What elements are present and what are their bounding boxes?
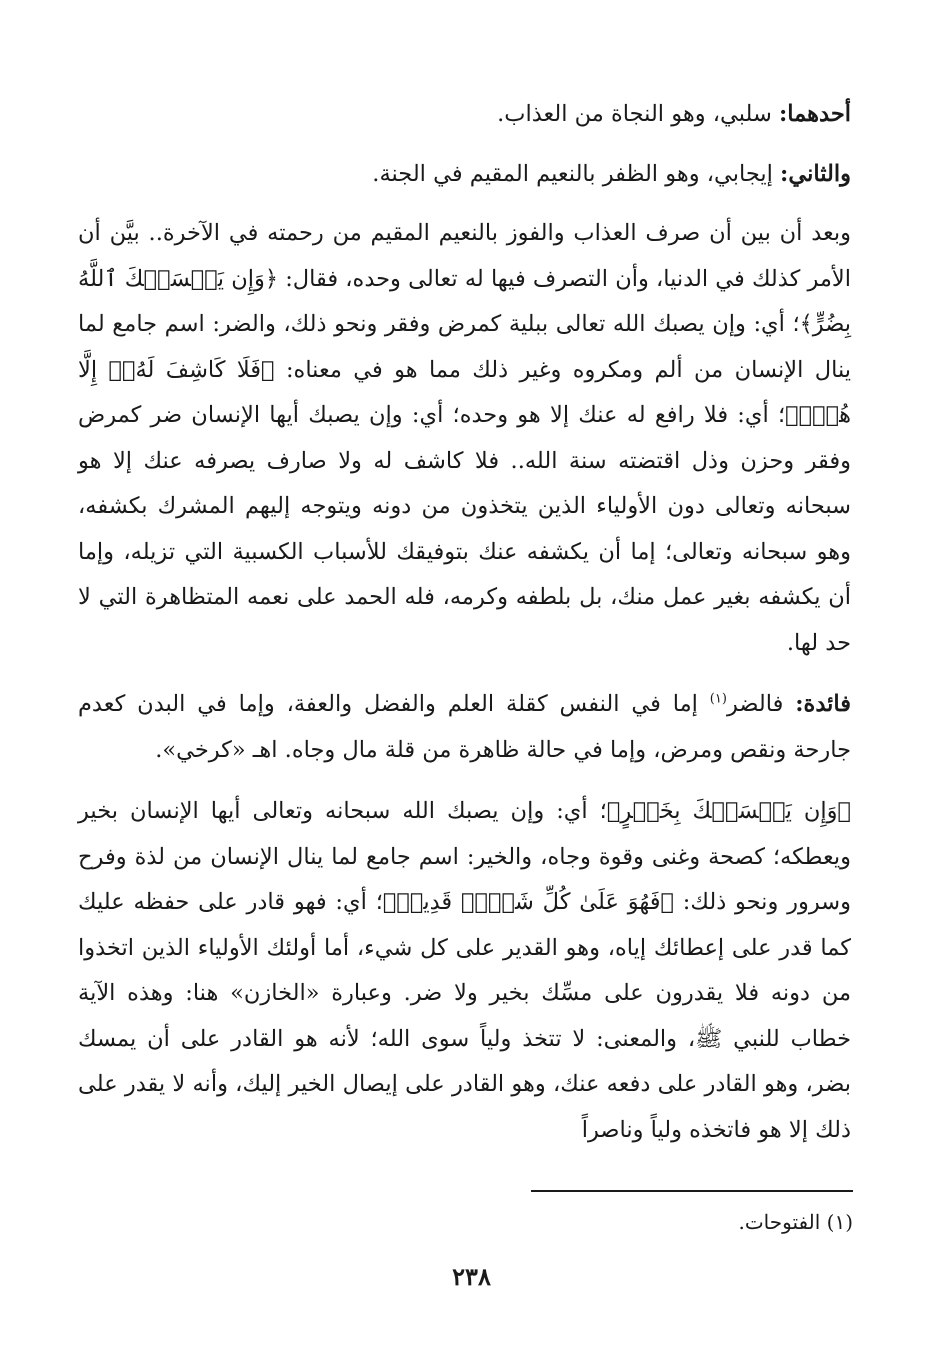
footnote-text: الفتوحات. — [738, 1210, 821, 1234]
quran-verse-harm: ﴿وَإِن يَمۡسَسۡكَ ٱللَّهُ بِضُرٍّ﴾ — [78, 265, 851, 337]
first-aspect-text: سلبي، وهو النجاة من العذاب. — [497, 101, 779, 127]
page-number: ٢٣٨ — [452, 1262, 491, 1291]
harm-text-c: ؛ أي: فلا رافع له عنك إلا هو وحده؛ أي: وإن يصبك أيها الإنسان ضر كمرض وفقر وحزن وذل اقتضته سنة الله.. فلا كاشف له ولا صارف يصرفه عنك إلا هو سبحانه وتعالى دون الأولياء الذين يتخذون من دونه ويتوجه إليهم المشرك بكشفه، وهو سبحانه وتعالى؛ إما أن يكشفه عنك بتوفيقك للأسباب الكسبية التي تزيله، وإما أن يكشفه بغير عمل منك، بل بلطفه وكرمه، فله الحمد على نعمه المتظاهرة التي لا حد لها. — [78, 402, 851, 656]
quran-verse-no-remover: ﴿فَلَا كَاشِفَ لَهُۥٓ إِلَّا هُوَۖ﴾ — [78, 356, 851, 428]
quran-verse-capable: ﴿فَهُوَ عَلَىٰ كُلِّ شَيۡءٖ قَدِيرٞ﴾ — [382, 889, 674, 915]
paragraph-benefit-note — [78, 682, 851, 773]
paragraph-harm-explanation — [78, 211, 851, 666]
paragraph-first-aspect — [78, 92, 851, 138]
footnote-reference[interactable]: (١) — [709, 691, 727, 707]
benefit-text-a: فالضر — [726, 691, 796, 717]
paragraph-second-aspect — [78, 152, 851, 198]
harm-text-a: وبعد أن بين أن صرف العذاب والفوز بالنعيم المقيم من رحمته في الآخرة.. بيَّن أن الأمر كذلك في الدنيا، وأن التصرف فيها له تعالى وحده، فقال: — [78, 220, 852, 292]
footnote-separator — [531, 1190, 853, 1192]
footnote — [738, 1207, 853, 1237]
good-text-a: ؛ أي: وإن يصبك الله سبحانه وتعالى أيها الإنسان بخير ويعطكه؛ كصحة وغنى وقوة وجاه، والخير: اسم جامع لما ينال الإنسان من لذة وفرح وسرور ونحو ذلك: — [78, 798, 851, 915]
footnote-number: (١) — [826, 1210, 853, 1234]
good-text-b: ؛ أي: فهو قادر على حفظه عليك كما قدر على إعطائك إياه، وهو القدير على كل شيء، أما أولئك الأولياء الذين اتخذوا من دونه فلا يقدرون على مسِّك بخير ولا ضر. وعبارة «الخازن» هنا: وهذه الآية خطاب للنبي ﷺ، والمعنى: لا تتخذ ولياً سوى الله؛ لأنه هو القادر على أن يمسك بضر، وهو القادر على دفعه عنك، وهو القادر على إيصال الخير إليك، وأنه لا يقدر على ذلك إلا هو فاتخذه ولياً وناصراً — [78, 889, 851, 1143]
benefit-text-b: إما في النفس كقلة العلم والفضل والعفة، وإما في البدن كعدم جارحة ونقص ومرض، وإما في حالة ظاهرة من قلة مال وجاه. اهـ «كرخي». — [78, 691, 851, 763]
second-aspect-label: والثاني: — [780, 160, 851, 187]
main-text — [78, 92, 851, 1169]
quran-verse-good: ﴿وَإِن يَمۡسَسۡكَ بِخَيۡرٍ﴾ — [606, 798, 851, 824]
harm-text-b: ؛ أي: وإن يصبك الله تعالى ببلية كمرض وفقر ونحو ذلك، والضر: اسم جامع لما ينال الإنسان من ألم ومكروه وغير ذلك مما هو في معناه: — [78, 311, 852, 383]
first-aspect-label: أحدهما: — [778, 101, 851, 127]
benefit-label: فائدة: — [795, 691, 851, 717]
paragraph-good-explanation — [78, 789, 851, 1153]
second-aspect-text: إيجابي، وهو الظفر بالنعيم المقيم في الجنة. — [372, 160, 781, 187]
